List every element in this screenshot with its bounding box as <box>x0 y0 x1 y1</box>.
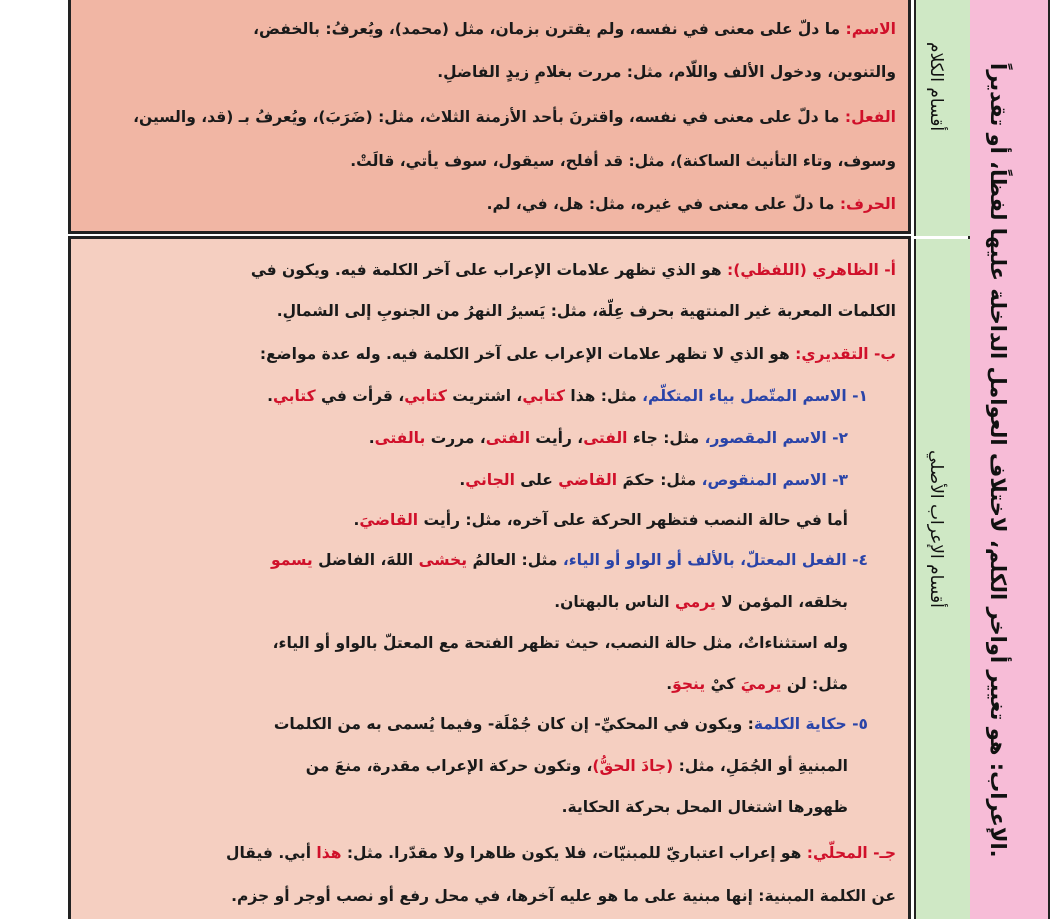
text-line <box>554 593 848 611</box>
example-word: يرميَ <box>740 675 782 693</box>
line-text: . <box>267 387 273 405</box>
text-line <box>271 551 868 569</box>
line-text: وسوف، وتاء التأنيث الساكنة)، مثل: قد أفلح، سيقول، سوف يأتي، قالَتْ. <box>350 152 896 170</box>
line-text: هو إعراب اعتباريّ للمبنيّات، فلا يكون ظاهرا ولا مقدّرا. مثل: <box>341 844 807 862</box>
example-word: القاضيَ <box>359 511 419 529</box>
example-word: الفتى <box>583 429 628 447</box>
parts-of-speech-box <box>68 0 911 234</box>
text-line <box>260 345 896 363</box>
line-text: هو الذي لا تظهر علامات الإعراب على آخر الكلمة فيه. وله عدة مواضع: <box>259 345 796 363</box>
line-text: ما دلّ على معنى في نفسه، واقترنَ بأحد الأزمنة الثلاث، مثل: (ضَرَبَ)، ويُعرفُ بـ (قد، والسين، <box>133 108 845 126</box>
text-line <box>459 471 848 489</box>
line-text: ما دلّ على معنى في غيره، مثل: هل، في، لم. <box>486 195 840 213</box>
line-text: كيْ <box>705 675 741 693</box>
example-word: كتابي <box>272 387 316 405</box>
text-line <box>562 798 848 816</box>
line-text: الناس بالبهتان. <box>554 593 675 611</box>
line-text: ، مررت <box>425 429 486 447</box>
item-label: ٥- حكاية الكلمة <box>753 715 868 733</box>
line-text: ما دلّ على معنى في نفسه، ولم يقترن بزمان، مثل (محمد)، ويُعرفُ: بالخفض، <box>253 20 846 38</box>
text-line <box>133 108 896 126</box>
example-word: الفتى <box>485 429 531 447</box>
line-text: والتنوين، ودخول الألف واللّام، مثل: مررت بغلامِ زيدٍ الفاضلِ. <box>437 63 896 81</box>
line-text: اللهَ، الفاضل <box>312 551 419 569</box>
example-word: كتابي <box>404 387 447 405</box>
text-line <box>666 675 848 693</box>
irab-types-box <box>68 236 911 919</box>
item-label: ٣- الاسم المنقوص، <box>701 471 848 489</box>
line-text: عن الكلمة المبنية: إنها مبنية على ما هو عليه آخرها، في محل رفع أو نصب أوجر أو جزم. <box>231 887 896 905</box>
text-line <box>231 887 896 905</box>
example-word: ينجوَ <box>672 675 706 693</box>
line-text: أما في حالة النصب فتظهر الحركة على آخره، مثل: رأيت <box>418 511 848 529</box>
term-label: أ- الظاهري (اللفظي): <box>727 261 896 279</box>
irab-definition: الإعراب: هو تغيير أواخر الكلم، لاختلاف العوامل الداخلة عليها لفظاً، أو تقديراً. <box>986 62 1010 858</box>
line-text: مثل: حكمَ <box>617 471 702 489</box>
line-text: الكلمات المعربة غير المنتهية بحرف عِلّة، مثل: يَسيرُ النهرُ من الجنوبِ إلى الشمالِ. <box>276 302 896 320</box>
line-text: . <box>459 471 466 489</box>
line-text: ، رأيت <box>530 429 584 447</box>
term-label: الحرف: <box>839 195 896 213</box>
line-text: على <box>514 471 559 489</box>
text-line <box>437 63 896 81</box>
document-page <box>28 0 1042 919</box>
term-label: الاسم: <box>845 20 896 38</box>
line-text: هو الذي تظهر علامات الإعراب على آخر الكلمة فيه. ويكون في <box>250 261 728 279</box>
section-title-kalam: أقسام الكلام <box>926 42 946 132</box>
term-label: الفعل: <box>844 108 896 126</box>
example-word: الجاني <box>465 471 515 489</box>
line-text: مثل: لن <box>781 675 848 693</box>
table-frame <box>68 0 1051 919</box>
example-word: يسمو <box>271 551 313 569</box>
line-text: ، وتكون حركة الإعراب مقدرة، منعَ من <box>305 757 593 775</box>
text-line <box>306 757 848 775</box>
line-text: أبي. فيقال <box>226 844 317 862</box>
line-text: مثل: العالمُ <box>467 551 563 569</box>
line-text: ، قرأت في <box>315 387 405 405</box>
term-label: جـ- المحلّي: <box>806 844 896 862</box>
text-line <box>253 20 896 38</box>
term-label: ب- التقديري: <box>795 345 896 363</box>
line-text: . <box>368 429 375 447</box>
example-word: يخشى <box>418 551 468 569</box>
line-text: بخلقه، المؤمن لا <box>715 593 848 611</box>
text-line <box>350 152 896 170</box>
line-text: المبنيةِ أو الجُمَلِ، مثل: <box>673 757 848 775</box>
text-line <box>369 429 848 447</box>
example-word: كتابي <box>522 387 565 405</box>
text-line <box>277 302 896 320</box>
text-line <box>273 634 848 652</box>
item-label: ٤- الفعل المعتلّ، بالألف أو الواو أو الياء، <box>562 551 868 569</box>
item-label: ٢- الاسم المقصور، <box>704 429 848 447</box>
line-text: ، اشتريت <box>446 387 523 405</box>
line-text: مثل: هذا <box>565 387 643 405</box>
section-title-irab: أقسام الإعراب الأصلي <box>926 450 946 608</box>
text-line <box>487 195 896 213</box>
example-word: يرمي <box>674 593 716 611</box>
item-label: ١- الاسم المتّصل بياء المتكلّم، <box>642 387 868 405</box>
text-line <box>274 715 868 733</box>
example-word: بالفتى <box>374 429 426 447</box>
line-text: . <box>353 511 360 529</box>
example-word: هذا <box>316 844 342 862</box>
text-line <box>226 844 896 862</box>
line-text: وله استثناءاتٌ، مثل حالة النصب، حيث تظهر الفتحة مع المعتلّ بالواو أو الياء، <box>272 634 848 652</box>
example-word: القاضي <box>558 471 618 489</box>
text-line <box>353 511 848 529</box>
line-text: ظهورها اشتغال المحل بحركة الحكاية. <box>561 798 848 816</box>
line-text: . <box>666 675 673 693</box>
text-line <box>267 387 868 405</box>
line-text: مثل: جاء <box>627 429 705 447</box>
text-line <box>251 261 896 279</box>
example-word: (جادَ الحقُّ) <box>592 757 674 775</box>
line-text: : ويكون في المحكيِّ- إن كان جُمْلَة- وفيما يُسمى به من الكلمات <box>273 715 754 733</box>
